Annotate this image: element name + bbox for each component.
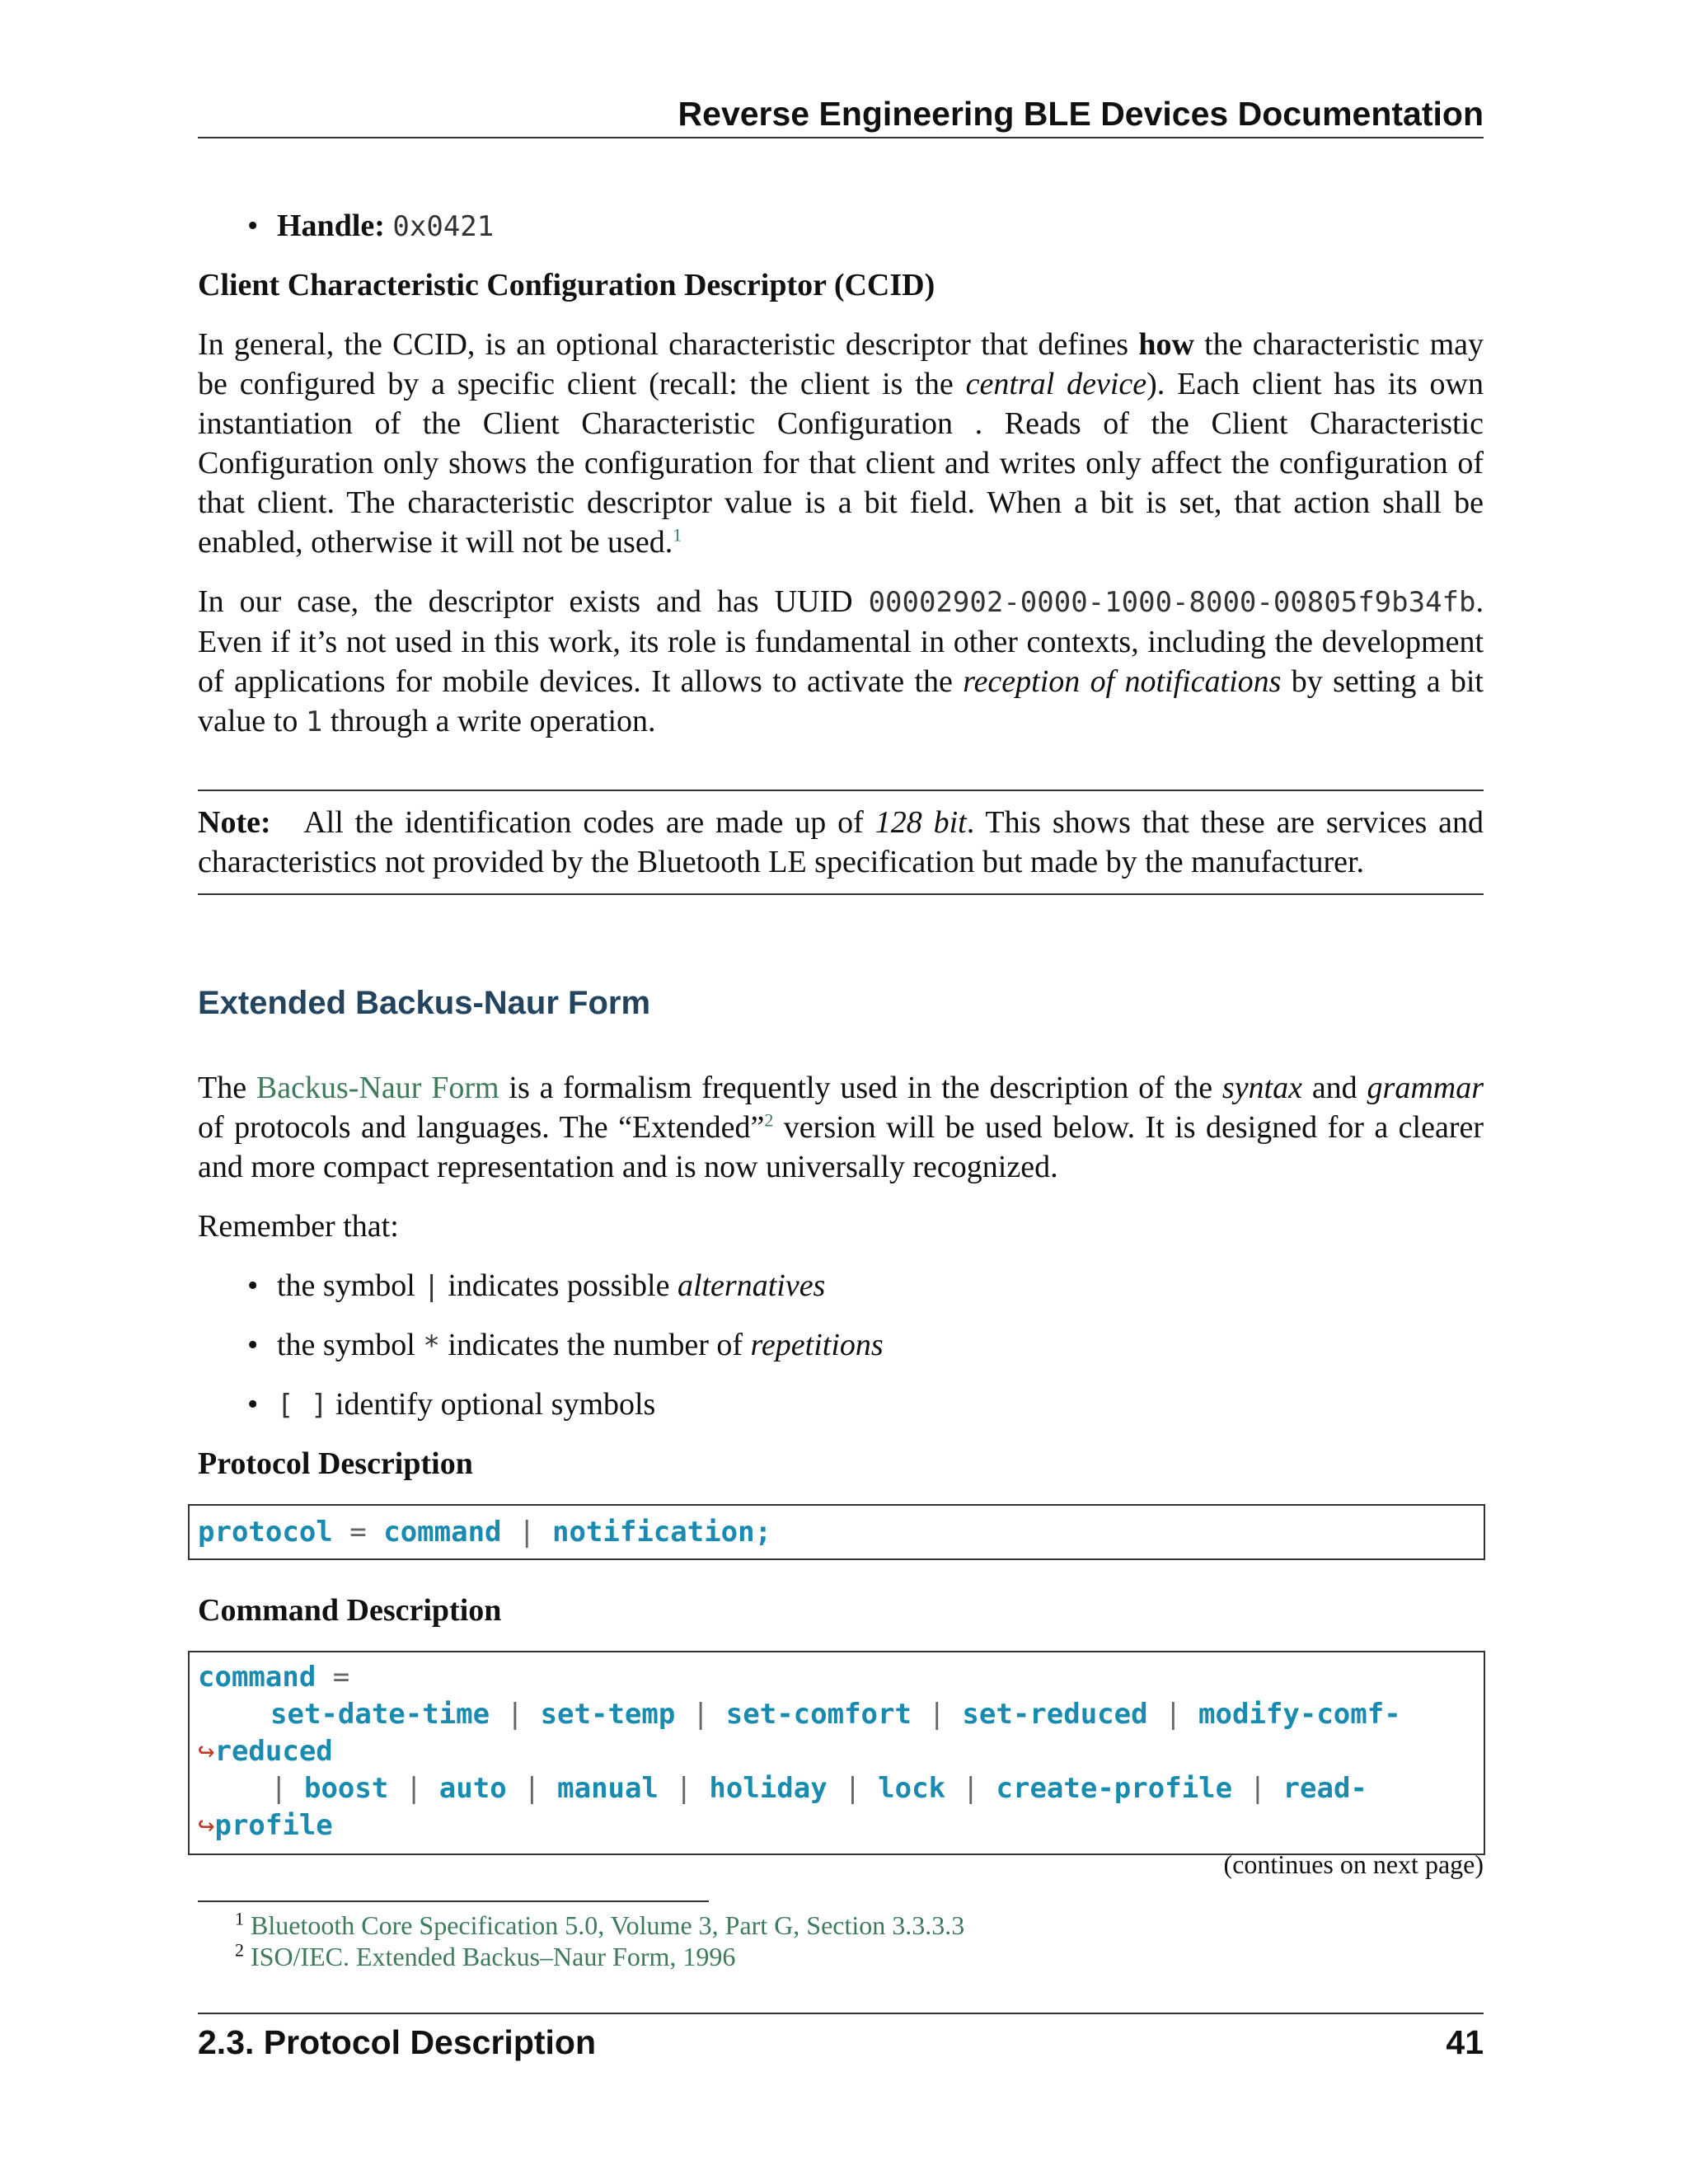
code-line [198, 1514, 771, 1551]
protocol-code-block [188, 1504, 1485, 1560]
continues-note: (continues on next page) [1223, 1849, 1484, 1879]
bullet-icon: • [247, 1268, 259, 1303]
text-run: All the identification codes are made up of [303, 805, 875, 840]
bullet-icon: • [247, 1328, 259, 1362]
ccid-heading: Client Characteristic Configuration Descriptor (CCID) [198, 268, 935, 302]
note-label: Note: [198, 805, 271, 840]
code-token: auto [438, 1772, 507, 1805]
list-item [247, 1385, 655, 1425]
code-token: set-reduced [962, 1698, 1148, 1731]
backus-naur-link[interactable]: Backus-Naur Form [256, 1071, 499, 1105]
footnote-2 [235, 1940, 735, 1973]
footnote-link[interactable]: ISO/IEC. Extended Backus–Naur Form, 1996 [251, 1942, 736, 1971]
code-token: | [518, 1516, 536, 1549]
line-continuation-icon: ↪ [198, 1735, 215, 1768]
code-token: command [383, 1516, 502, 1549]
inline-code: [ ] [277, 1389, 328, 1422]
code-token: profile [214, 1809, 333, 1842]
running-footer [198, 2013, 1484, 2070]
code-line [198, 1807, 333, 1844]
italic-run: central device [965, 367, 1147, 401]
line-continuation-icon: ↪ [198, 1809, 215, 1842]
footnote-number: 1 [235, 1908, 244, 1929]
code-token: lock [878, 1772, 946, 1805]
handle-label: Handle: [277, 209, 385, 243]
code-token: | [405, 1772, 423, 1805]
code-token: read- [1282, 1772, 1367, 1805]
footnote-1 [235, 1909, 964, 1942]
code-token: | [928, 1698, 945, 1731]
text-run: indicates the number of [439, 1328, 751, 1362]
text-run: is a formalism frequently used in the description of the [499, 1071, 1222, 1105]
italic-run: alternatives [677, 1268, 826, 1303]
bullet-icon: • [247, 209, 259, 243]
text-run: indicates possible [439, 1268, 678, 1303]
code-token: | [523, 1772, 541, 1805]
code-token: | [675, 1772, 692, 1805]
code-token: | [1165, 1698, 1182, 1731]
code-line [270, 1770, 1367, 1807]
code-token: set-comfort [725, 1698, 912, 1731]
code-token: create-profile [996, 1772, 1233, 1805]
footer-section: 2.3. Protocol Description [198, 2023, 596, 2061]
text-run: version will be used below. It is designed for a clearer and more compact representation and is now universally recognized. [198, 1110, 1484, 1184]
bold-run: how [1138, 327, 1194, 362]
page-number: 41 [1446, 2023, 1484, 2061]
document-page [198, 0, 1484, 2184]
footnote-divider [198, 1900, 709, 1902]
handle-value: 0x0421 [392, 210, 495, 243]
list-item [247, 1325, 884, 1366]
uuid-code: 00002902-0000-1000-8000-00805f9b34fb [868, 586, 1476, 619]
command-code-block [188, 1651, 1485, 1855]
italic-run: 128 bit [874, 805, 967, 840]
code-token: set-date-time [270, 1698, 490, 1731]
text-run: identify optional symbols [327, 1387, 656, 1422]
footnote-link[interactable]: Bluetooth Core Specification 5.0, Volume 3, Part G, Section 3.3.3.3 [251, 1910, 965, 1940]
italic-run: repetitions [750, 1328, 884, 1362]
code-token: | [506, 1698, 524, 1731]
code-token: command [198, 1661, 316, 1694]
code-token: | [270, 1772, 288, 1805]
code-token: boost [303, 1772, 389, 1805]
italic-run: syntax [1221, 1071, 1302, 1105]
code-line [198, 1733, 333, 1770]
inline-code: | [423, 1270, 440, 1303]
text-run: of protocols and languages. The “Extended” [198, 1110, 765, 1145]
text-run: through a write operation. [322, 704, 656, 738]
text-run: The [198, 1071, 256, 1105]
text-run: the characteristic may be configured by a specific client (recall: the client is the [198, 327, 1484, 401]
code-token: protocol [198, 1516, 333, 1549]
code-token: notification; [551, 1516, 772, 1549]
handle-item [247, 206, 494, 246]
running-header [198, 91, 1484, 138]
code-token: = [332, 1661, 350, 1694]
code-token: set-temp [540, 1698, 676, 1731]
code-line [270, 1696, 1401, 1733]
text-run: the symbol [277, 1268, 424, 1303]
ccid-paragraph-2 [198, 582, 1484, 742]
list-item [247, 1266, 825, 1306]
italic-run: grammar [1367, 1071, 1484, 1105]
code-token: | [692, 1698, 710, 1731]
code-token: modify-comf- [1198, 1698, 1401, 1731]
code-token: holiday [709, 1772, 828, 1805]
bullet-icon: • [247, 1387, 259, 1422]
command-heading: Command Description [198, 1593, 502, 1628]
text-run: . This shows that these are services and characteristics not provided by the Bluetooth LE specification but made by the manufacturer. [198, 805, 1484, 879]
code-token: | [962, 1772, 980, 1805]
remember-text: Remember that: [198, 1209, 399, 1244]
inline-code: * [423, 1329, 440, 1362]
ccid-paragraph-1 [198, 325, 1484, 562]
text-run: the symbol [277, 1328, 424, 1362]
code-line [198, 1659, 349, 1696]
code-token: = [349, 1516, 367, 1549]
header-title: Reverse Engineering BLE Devices Documentation [678, 95, 1484, 133]
footnote-ref-1[interactable]: 1 [673, 524, 682, 546]
code-token: | [1249, 1772, 1267, 1805]
code-token: manual [557, 1772, 659, 1805]
italic-run: reception of notifications [963, 664, 1282, 699]
text-run: by setting a bit value to [198, 664, 1484, 738]
text-run: . Even if it’s not used in this work, its role is fundamental in other contexts, including the development of applications for mobile devices. It allows to activate the [198, 584, 1484, 699]
code-token: reduced [214, 1735, 333, 1768]
text-run: In general, the CCID, is an optional characteristic descriptor that defines [198, 327, 1139, 362]
note-box [198, 790, 1484, 895]
protocol-heading: Protocol Description [198, 1446, 473, 1481]
text-run: In our case, the descriptor exists and has UUID [198, 584, 869, 619]
note-text [198, 803, 1484, 882]
footnote-number: 2 [235, 1939, 244, 1961]
text-run: ). Each client has its own instantiation of the Client Characteristic Configuration . Reads of the Client Characteristic Configuration only shows the configuration for that client and writes only affect the configuration of that client. The characteristic descriptor value is a bit field. When a bit is set, that action shall be enabled, otherwise it will not be used. [198, 367, 1484, 560]
code-token: | [844, 1772, 861, 1805]
footnote-ref-2[interactable]: 2 [764, 1109, 774, 1131]
section-title: Extended Backus-Naur Form [198, 985, 651, 1021]
ebnf-intro [198, 1068, 1484, 1187]
inline-code: 1 [305, 705, 323, 738]
text-run: and [1301, 1071, 1367, 1105]
